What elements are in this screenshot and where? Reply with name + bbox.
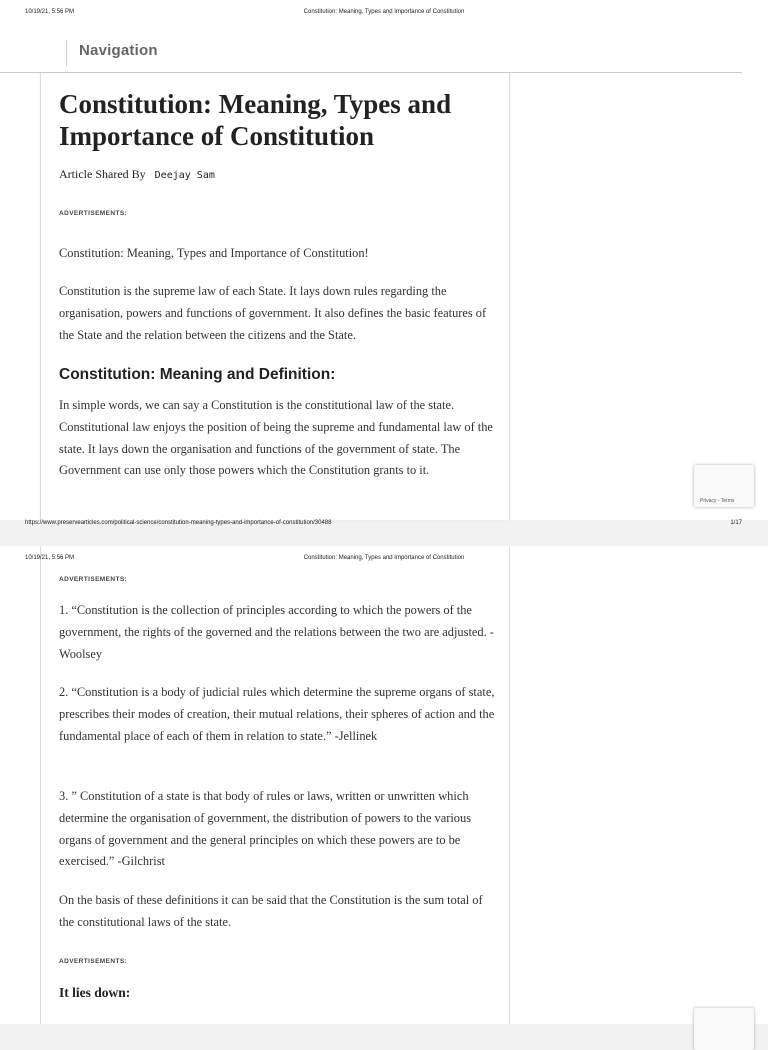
print-title: Constitution: Meaning, Types and Importance of Constitution [303, 9, 465, 15]
recaptcha-badge[interactable] [694, 1008, 754, 1050]
recaptcha-links[interactable]: Privacy - Terms [700, 498, 735, 504]
byline-prefix: Article Shared By [59, 167, 146, 181]
print-header [0, 546, 768, 560]
print-page-number: 1/17 [730, 520, 742, 526]
advertisement-label: ADVERTISEMENTS: [59, 210, 128, 217]
print-datetime: 10/19/21, 5:56 PM [25, 9, 75, 15]
paragraph-simple-words: In simple words, we can say a Constitution is the constitutional law of the state. Constitutional law enjoys the position of being the supreme and fundamental law of the state. It lays down the organisation and functions of the government of state. The Government can use only those powers which the Constitution grants to it. [59, 398, 493, 478]
article-title: Constitution: Meaning, Types and Importance of Constitution [59, 89, 452, 151]
advertisement-label: ADVERTISEMENTS: [59, 576, 128, 583]
print-footer [0, 519, 768, 533]
article-card-continued [40, 546, 510, 1024]
print-url: https://www.preservearticles.com/political-science/constitution-meaning-types-and-importance-of-constitution/30488 [25, 520, 332, 526]
article-card [40, 73, 510, 520]
author-link[interactable]: Deejay Sam [154, 170, 215, 181]
heading-it-lies-down: It lies down: [59, 985, 131, 1000]
recaptcha-badge[interactable] [694, 465, 754, 507]
paragraph-supreme-law: Constitution is the supreme law of each State. It lays down rules regarding the organisation, powers and functions of government. It also defines the basic features of the State and the relation between the citizens and the State. [59, 284, 487, 342]
print-datetime: 10/19/21, 5:56 PM [25, 555, 75, 561]
advertisement-label: ADVERTISEMENTS: [59, 958, 128, 965]
print-header [0, 0, 768, 14]
definition-jellinek: 2. “Constitution is a body of judicial rules which determine the supreme organs of state, prescribes their modes of creation, their mutual relations, their spheres of action and the fundamental place of each of them in relation to state.” -Jellinek [59, 685, 495, 743]
print-page-2 [0, 546, 768, 1024]
print-title: Constitution: Meaning, Types and Importance of Constitution [303, 555, 465, 561]
paragraph-sum-total: On the basis of these definitions it can be said that the Constitution is the sum total of the constitutional laws of the state. [59, 893, 483, 929]
definition-woolsey: 1. “Constitution is the collection of principles according to which the powers of the government, the rights of the governed and the relations between the two are adjusted. -Woolsey [59, 603, 494, 661]
heading-meaning-definition: Constitution: Meaning and Definition: [59, 366, 336, 383]
byline [59, 167, 215, 182]
intro-paragraph: Constitution: Meaning, Types and Importance of Constitution! [59, 246, 369, 260]
definition-gilchrist: 3. ” Constitution of a state is that body of rules or laws, written or unwritten which determine the organisation of government, the distribution of powers to the various organs of government and the general principles on which these powers are to be exercised.” -Gilchrist [59, 789, 472, 869]
navigation-bar [0, 36, 742, 73]
nav-divider [66, 40, 67, 66]
navigation-toggle[interactable]: Navigation [79, 42, 158, 59]
